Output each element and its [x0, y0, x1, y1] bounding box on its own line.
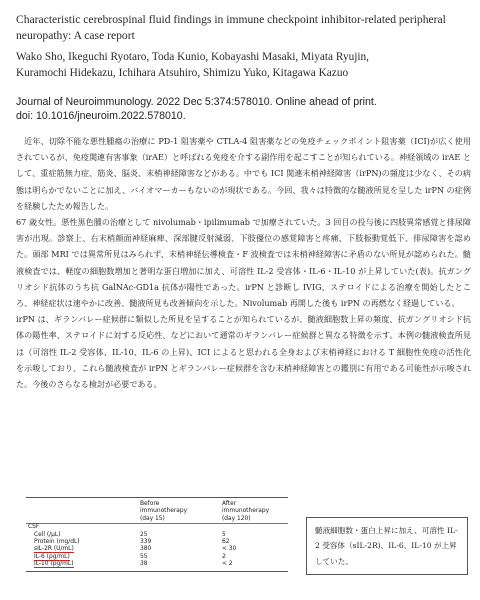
table-row: [26, 561, 288, 571]
table-header-row: [26, 498, 288, 524]
row-before: 339: [140, 539, 152, 546]
journal-line-1: Journal of Neuroimmunology. 2022 Dec 5:374:578010. Online ahead of print.: [16, 96, 377, 108]
row-after: 62: [222, 539, 230, 546]
section-label: CSF: [26, 524, 138, 532]
row-before: 55: [140, 553, 148, 560]
article-title: Characteristic cerebrospinal fluid findings in immune checkpoint inhibitor-related peripheral neuropathy: A case report: [16, 13, 446, 42]
row-before: 25: [140, 531, 148, 538]
row-after: < 30: [222, 546, 237, 553]
paragraph-case: 67 歳女性。悪性黒色腫の治療として nivolumab・ipilimumab で加療されていた。3 回目の投与後に四肢異常感覚と排尿障害が出現。診察上、右末梢顔面神経麻痺、深部腱反射減弱、下肢優位の感覚障害と疼痛、下肢振動覚低下、排尿障害を認めた。頭部 MRI では異常所見はみられず、末梢神経伝導検査・F 波検査では末梢神経障害に矛盾のない所見が認められた。髄液検査では、軽度の細胞数増加と著明な蛋白増加に加え、可溶性 IL-2 受容体・IL-6・IL-10 が上昇していた(表)。抗ガングリオシド抗体のうち抗 GalNAc-GD1a 抗体が陽性であった。irPN と診断し IVIG、ステロイドによる治療を開始したところ、神経症状は速やかに改善、髄液所見も改善傾向を示した。Nivolumab 再開した後も irPN の再燃なく経過している。: [16, 217, 471, 309]
row-after: < 2: [220, 561, 288, 571]
summary-note-box: 髄液細胞数・蛋白上昇に加え、可溶性 IL-2 受容体（sIL-2R)、IL-6、IL-10 が上昇していた。: [306, 517, 468, 575]
header-after: After immunotherapy (day 120): [220, 498, 288, 524]
header-empty-cell: [26, 498, 138, 524]
doi-line: doi: 10.1016/jneuroim.2022.578010.: [16, 110, 186, 122]
author-line-1: Wako Sho, Ikeguchi Ryotaro, Toda Kunio, Kobayashi Masaki, Miyata Ryujin,: [16, 51, 369, 63]
row-label-highlighted: IL-10 (pg/mL): [34, 561, 74, 568]
row-after: 5: [222, 531, 226, 538]
table-row: [26, 546, 288, 553]
csf-table: [26, 497, 288, 572]
paragraph-background: 近年、切除不能な悪性腫瘍の治療に PD-1 阻害薬や CTLA-4 阻害薬などの免疫チェックポイント阻害薬（ICI)が広く使用されているが、免疫関連有害事象（irAE）と呼ばれる免疫を介する副作用を起こすことが知られている。神経領域の irAE として、重症筋無力症、筋炎、脳炎、末梢神経障害などがある。中でも ICI 関連末梢神経障害（irPN)の頻度は少なく、その病態は明らかでないことに加え、バイオマーカーもないのが現状である。今回、我々は特徴的な髄液所見を呈した irPN の症例を経験したため報告した。: [16, 136, 471, 211]
table-row: [26, 554, 288, 561]
paragraph-discussion: irPN は、ギランバレー症候群に類似した所見を呈することが知られているが、髄液細胞数上昇の頻度、抗ガングリオシド抗体の陽性率、ステロイドに対する反応性、などにおいて通常のギランバレー症候群と異なる特徴を示す。本例の髄液検査所見は（可溶性 IL-2 受容体、IL-10、IL-6 の上昇)、ICI によると思われる全身および末梢神経における T 細胞性免疫の活性化を示唆しており、これら髄液検査が irPN とギランバレー症候群を含む末梢神経障害との鑑別に有用である可能性が示唆された。今後のさらなる検討が必要である。: [16, 314, 471, 390]
row-label: Protein (mg/dL): [34, 539, 80, 546]
author-line-2: Kuramochi Hidekazu, Ichihara Atsuhiro, Shimizu Yuko, Kitagawa Kazuo: [16, 66, 349, 79]
journal-citation: [16, 95, 471, 123]
table-row: [26, 539, 288, 546]
summary-body: [16, 133, 471, 392]
row-after: 2: [222, 553, 226, 560]
row-label-highlighted: IL-6 (pg/mL): [34, 553, 70, 560]
table-section-row: [26, 524, 288, 532]
table-row: [26, 532, 288, 539]
author-list: [16, 50, 471, 81]
row-label-highlighted: sIL-2R (U/mL): [34, 546, 74, 553]
row-before: 38: [138, 561, 220, 571]
header-before: Before immunotherapy (day 15): [138, 498, 220, 524]
row-before: 380: [140, 546, 152, 553]
row-label: Cell (/μL): [34, 531, 61, 538]
